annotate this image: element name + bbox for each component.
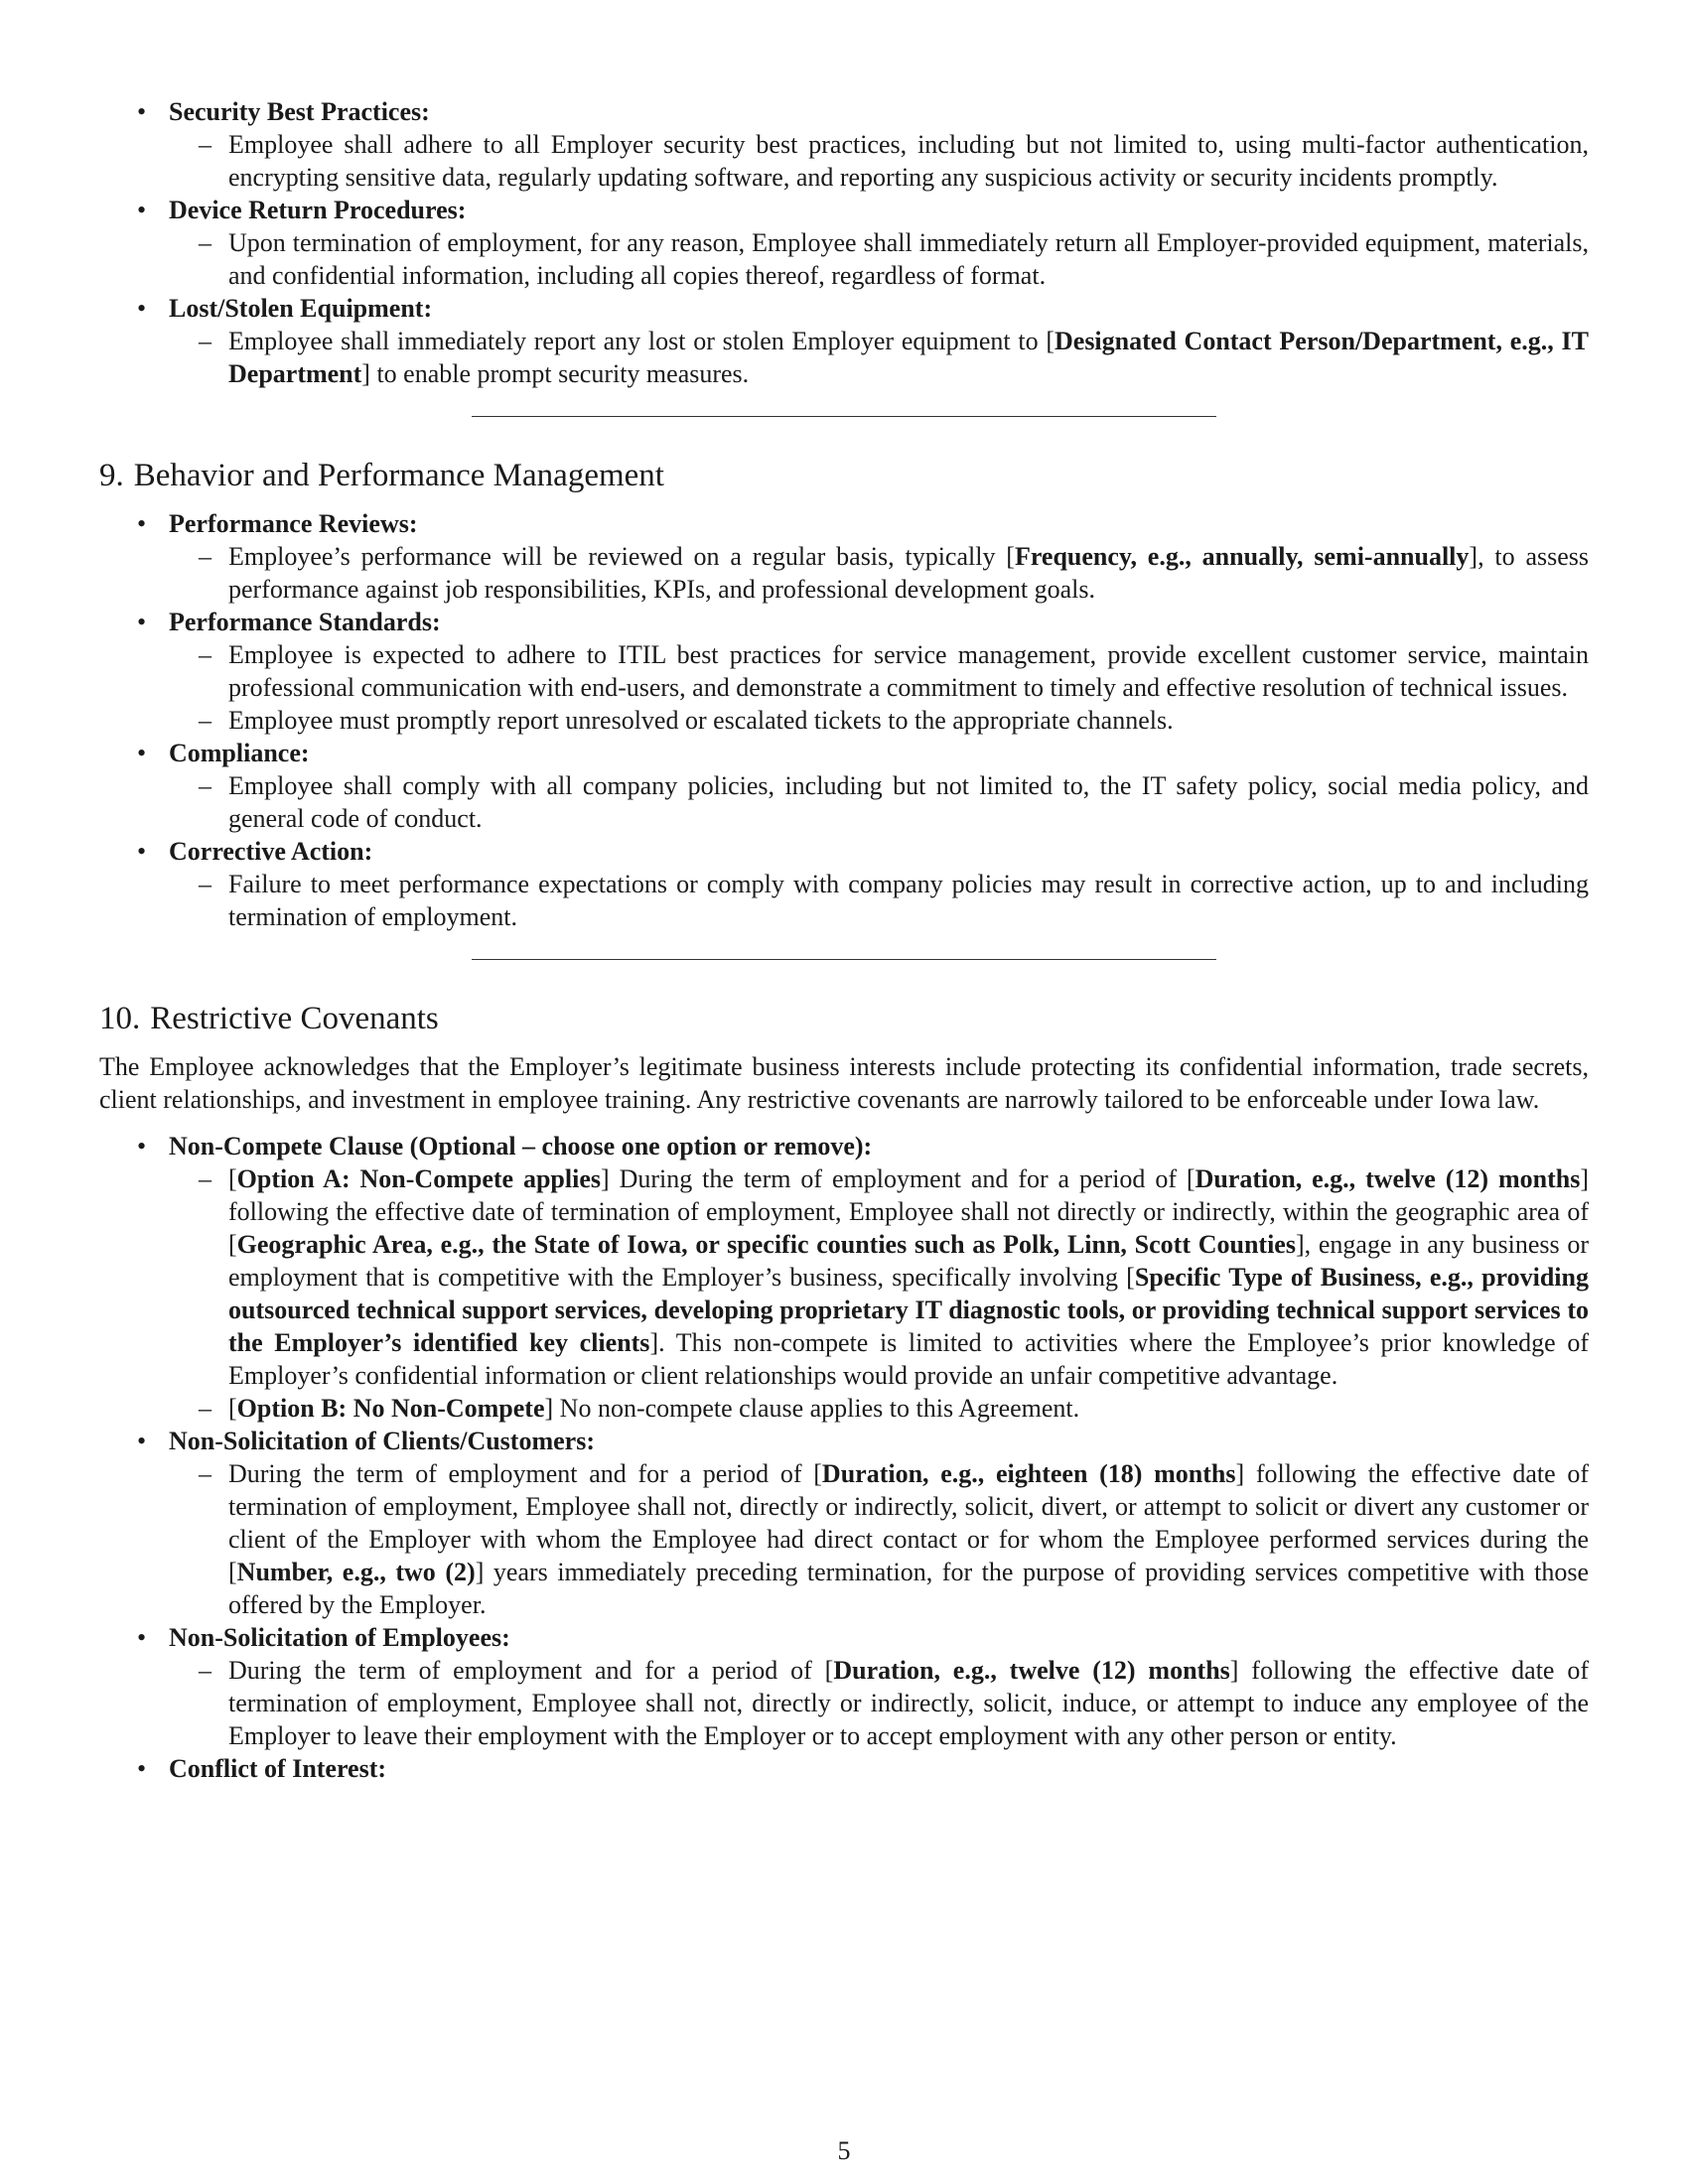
placeholder-text: Number, e.g., two (2) (236, 1558, 476, 1586)
item-heading: • Non-Solicitation of Clients/Customers: (169, 1427, 595, 1455)
sub-item (169, 1654, 1589, 1752)
clause-text: ] During the term of employment and for a period of [ (601, 1164, 1196, 1193)
clause-text: [ (228, 1394, 237, 1423)
sub-item-list (169, 769, 1589, 835)
list-item (99, 194, 1589, 292)
item-heading: • Performance Standards: (169, 608, 441, 636)
clause-text: ], engage in any business or employment that is competitive with the Employer’s business, specifically involving [ (228, 1230, 1589, 1292)
clause-text: Employee’s performance will be reviewed on a regular basis, typically [ (228, 542, 1015, 571)
clause-text: Employee shall immediately report any lost or stolen Employer equipment to [ (228, 327, 1055, 355)
section-title: Behavior and Performance Management (133, 458, 664, 493)
list-item (99, 835, 1589, 933)
list-item (99, 1621, 1589, 1752)
clause-text: ] following the effective date of termination of employment, Employee shall not directly or indirectly, within the geographic area of [ (228, 1164, 1589, 1259)
sub-item (169, 868, 1589, 933)
placeholder-text: Option B: No Non-Compete (236, 1394, 545, 1423)
sub-item (169, 325, 1589, 390)
sub-item-list (169, 325, 1589, 390)
list-item (99, 507, 1589, 606)
list-item (99, 606, 1589, 737)
item-heading: • Conflict of Interest: (169, 1754, 387, 1783)
sub-item (169, 704, 1589, 737)
sub-item (169, 1162, 1589, 1392)
placeholder-text: Duration, e.g., eighteen (18) months (821, 1459, 1236, 1488)
item-heading: • Compliance: (169, 739, 310, 767)
section-10-heading (99, 999, 1589, 1038)
sub-item (169, 540, 1589, 606)
clause-text: Employee shall adhere to all Employer security best practices, including but not limited to, using multi-factor authentication, encrypting sensitive data, regularly updating software, and reporting any suspicious activity or security incidents promptly. (228, 130, 1589, 192)
sub-item (169, 769, 1589, 835)
clause-text: Failure to meet performance expectations or comply with company policies may result in corrective action, up to and including termination of employment. (228, 870, 1589, 931)
section-number: 9. (99, 458, 124, 493)
section-title: Restrictive Covenants (150, 1001, 439, 1036)
sub-item (169, 128, 1589, 194)
list-item (99, 292, 1589, 390)
clause-text: Upon termination of employment, for any reason, Employee shall immediately return all Employer-provided equipment, materials, and confidential information, including all copies thereof, regardless of format. (228, 228, 1589, 290)
top-item-list (99, 95, 1589, 390)
placeholder-text: Frequency, e.g., annually, semi-annually (1014, 542, 1470, 571)
list-item (99, 737, 1589, 835)
list-item (99, 1130, 1589, 1425)
clause-text: Employee must promptly report unresolved or escalated tickets to the appropriate channels. (228, 706, 1174, 735)
clause-text: Employee shall comply with all company policies, including but not limited to, the IT safety policy, social media policy, and general code of conduct. (228, 771, 1589, 833)
sub-item-list (169, 540, 1589, 606)
sub-item-list (169, 128, 1589, 194)
clause-text: ] following the effective date of termination of employment, Employee shall not, directly or indirectly, solicit, divert, or attempt to solicit or divert any customer or client of the Employer with whom the Employee had direct contact or for whom the Employee performed services during the [ (228, 1459, 1589, 1586)
placeholder-text: Duration, e.g., twelve (12) months (833, 1656, 1230, 1685)
placeholder-text: Designated Contact Person/Department, e.g., IT Department (228, 327, 1589, 388)
section-10-intro: The Employee acknowledges that the Employer’s legitimate business interests include protecting its confidential information, trade secrets, client relationships, and investment in employee training. Any restrictive covenants are narrowly tailored to be enforceable under Iowa law. (99, 1052, 1589, 1114)
item-heading: • Non-Solicitation of Employees: (169, 1623, 510, 1652)
sub-item (169, 226, 1589, 292)
clause-text: ] to enable prompt security measures. (361, 359, 750, 388)
list-item (99, 1752, 1589, 1785)
list-item (99, 1425, 1589, 1621)
sub-item (169, 1457, 1589, 1621)
placeholder-text: Geographic Area, e.g., the State of Iowa, or specific counties such as Polk, Linn, Scott Counties (236, 1230, 1296, 1259)
clause-text: ] years immediately preceding termination, for the purpose of providing services competitive with those offered by the Employer. (228, 1558, 1590, 1619)
sub-item-list (169, 1162, 1589, 1425)
sub-item-list (169, 1654, 1589, 1752)
item-heading: • Performance Reviews: (169, 509, 418, 538)
item-heading: • Lost/Stolen Equipment: (169, 294, 433, 323)
section-9-heading (99, 456, 1589, 495)
item-heading: • Corrective Action: (169, 837, 373, 866)
list-item (99, 95, 1589, 194)
section-number: 10. (99, 1001, 141, 1036)
document-page (99, 95, 1589, 1785)
item-heading: • Device Return Procedures: (169, 196, 467, 224)
section-divider (472, 959, 1216, 960)
clause-text: ]. This non-compete is limited to activities where the Employee’s prior knowledge of Employer’s confidential information or client relationships would provide an unfair competitive advantage. (228, 1328, 1589, 1390)
clause-text: During the term of employment and for a period of [ (228, 1459, 822, 1488)
sub-item (169, 1392, 1589, 1425)
placeholder-text: Option A: Non-Compete applies (236, 1164, 601, 1193)
section-10-item-list (99, 1130, 1589, 1785)
placeholder-text: Specific Type of Business, e.g., providing outsourced technical support services, developing proprietary IT diagnostic tools, or providing technical support services to the Employer’s identified key clients (228, 1263, 1589, 1357)
clause-text: ] No non-compete clause applies to this Agreement. (544, 1394, 1080, 1423)
clause-text: ], to assess performance against job responsibilities, KPIs, and professional development goals. (228, 542, 1590, 604)
section-divider (472, 416, 1216, 417)
placeholder-text: Duration, e.g., twelve (12) months (1195, 1164, 1581, 1193)
clause-text: ] following the effective date of termination of employment, Employee shall not, directly or indirectly, solicit, induce, or attempt to induce any employee of the Employer to leave their employment with the Employer or to accept employment with any other person or entity. (228, 1656, 1589, 1750)
sub-item-list (169, 638, 1589, 737)
sub-item-list (169, 1457, 1589, 1621)
item-heading: • Non-Compete Clause (Optional – choose one option or remove): (169, 1132, 873, 1160)
item-heading: • Security Best Practices: (169, 97, 430, 126)
clause-text: During the term of employment and for a period of [ (228, 1656, 834, 1685)
sub-item-list (169, 226, 1589, 292)
sub-item-list (169, 868, 1589, 933)
clause-text: Employee is expected to adhere to ITIL best practices for service management, provide excellent customer service, maintain professional communication with end-users, and demonstrate a commitment to timely and effective resolution of technical issues. (228, 640, 1589, 702)
section-9-item-list (99, 507, 1589, 933)
clause-text: [ (228, 1164, 237, 1193)
page-number: 5 (837, 2136, 851, 2165)
sub-item (169, 638, 1589, 704)
